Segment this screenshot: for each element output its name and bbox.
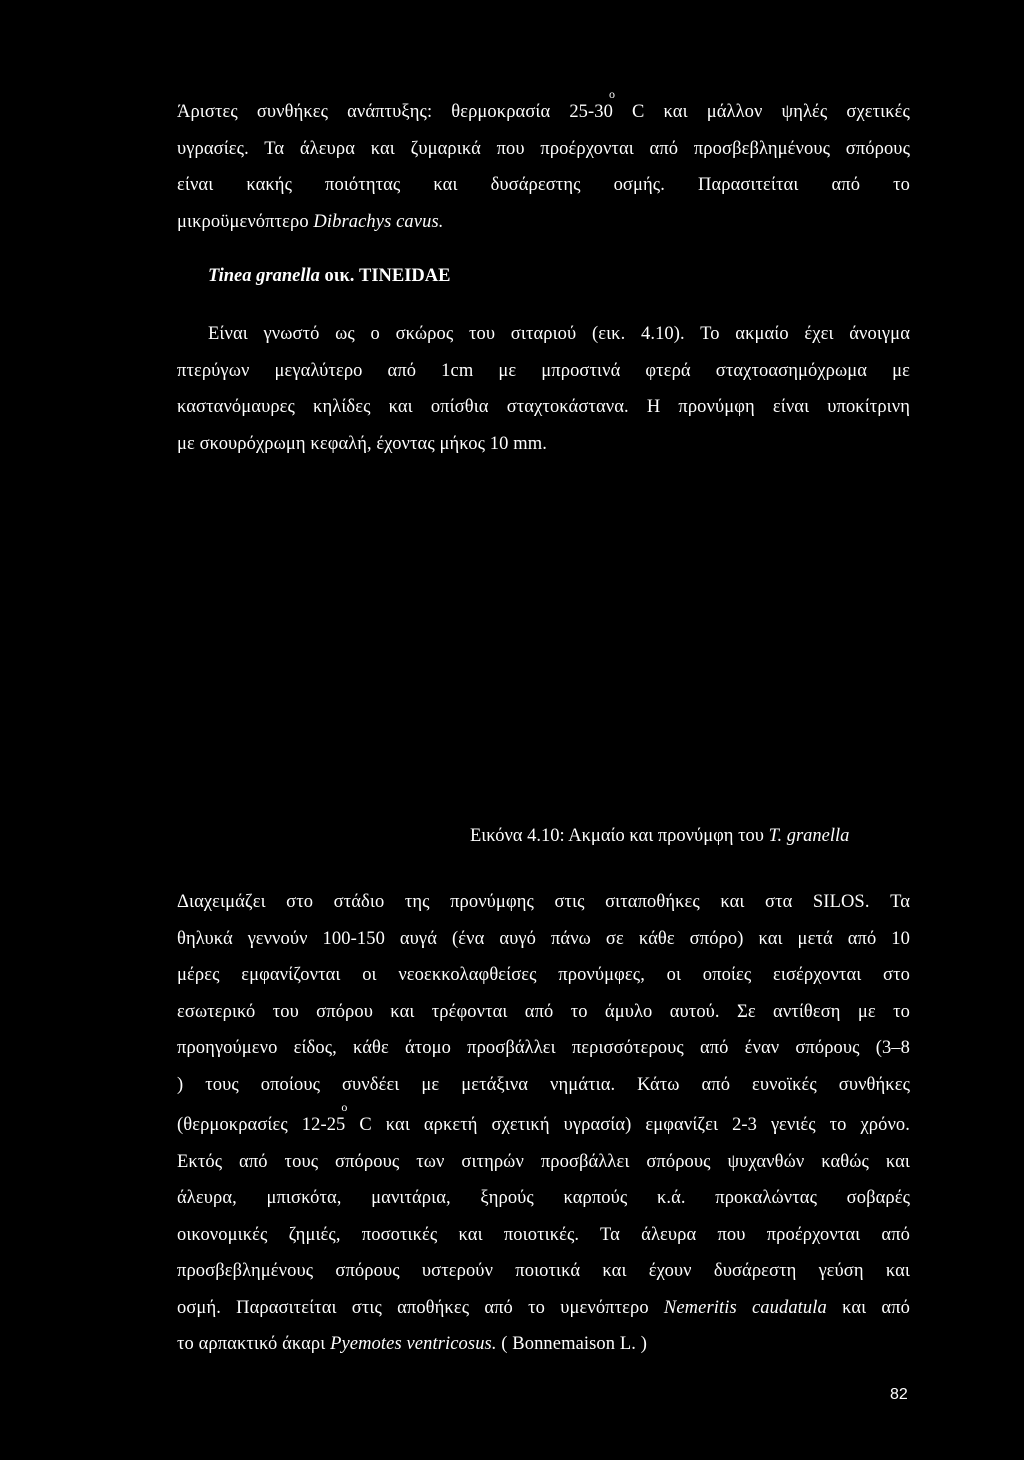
text-line: ) τους οποίους συνδέει με μετάξινα νημάτια. Κάτω από ευνοϊκές συνθήκες [177, 1074, 910, 1095]
text-line: (θερμοκρασίες 12-25 o C και αρκετή σχετική υγρασία) εμφανίζει 2-3 γενιές το χρόνο. [177, 1100, 910, 1135]
text-line: με σκουρόχρωμη κεφαλή, έχοντας μήκος 10 mm. [177, 433, 547, 454]
text-line: Εκτός από τους σπόρους των σιτηρών προσβάλλει σπόρους ψυχανθών καθώς και [177, 1151, 910, 1172]
text-line: Άριστες συνθήκες ανάπτυξης: θερμοκρασία 25-30 o C και μάλλον ψηλές σχετικές [177, 87, 910, 122]
figure-image [177, 490, 910, 810]
text-line: καστανόμαυρες κηλίδες και οπίσθια σταχτοκάστανα. Η προνύμφη είναι υποκίτρινη [177, 397, 910, 417]
text-line: άλευρα, μπισκότα, μανιτάρια, ξηρούς καρπούς κ.ά. προκαλώντας σοβαρές [177, 1188, 910, 1208]
text-line: οικονομικές ζημιές, ποσοτικές και ποιοτικές. Τα άλευρα που προέρχονται από [177, 1224, 910, 1245]
text-line: προηγούμενο είδος, κάθε άτομο προσβάλλει περισσότερους από έναν σπόρους (3–8 [177, 1038, 910, 1058]
text-line: προσβεβλημένους σπόρους υστερούν ποιοτικά και έχουν δυσάρεστη γεύση και [177, 1261, 910, 1281]
page-number: 82 [890, 1386, 908, 1403]
paragraph-lifecycle [177, 884, 910, 1363]
text-line: είναι κακής ποιότητας και δυσάρεστης οσμής. Παρασιτείται από το [177, 175, 910, 195]
figure-caption: Εικόνα 4.10: Ακμαίο και προνύμφη του T. granella [470, 826, 850, 846]
section-heading [208, 266, 451, 287]
degree-symbol: o [608, 87, 616, 101]
text-line: υγρασίες. Τα άλευρα και ζυμαρικά που προέρχονται από προσβεβλημένους σπόρους [177, 138, 910, 159]
paragraph-conditions [177, 87, 910, 240]
caption-species: T. granella [768, 826, 850, 846]
species-name: Dibrachys cavus. [313, 211, 444, 232]
species-name: Pyemotes ventricosus. [330, 1334, 497, 1354]
paragraph-description [177, 316, 910, 462]
text-line: μικροϋμενόπτερο Dibrachys cavus. [177, 211, 444, 232]
text-line: εσωτερικό του σπόρου και τρέφονται από το άμυλο αυτού. Σε αντίθεση με το [177, 1001, 910, 1022]
text-line: το αρπακτικό άκαρι Pyemotes ventricosus. ( Bonnemaison L. ) [177, 1334, 647, 1354]
heading-species: Tinea granella [208, 266, 320, 286]
text-line: θηλυκά γεννούν 100-150 αυγά (ένα αυγό πάνω σε κάθε σπόρο) και μετά από 10 [177, 928, 910, 949]
text-line: Είναι γνωστό ως ο σκώρος του σιταριού (εικ. 4.10). Το ακμαίο έχει άνοιγμα [208, 324, 910, 344]
heading-family: οικ. TINEIDAE [319, 266, 451, 286]
text-line: Διαχειμάζει στο στάδιο της προνύμφης στις σιταποθήκες και στα SILOS. Τα [177, 892, 910, 912]
degree-symbol: o [341, 1100, 348, 1114]
text-line: μέρες εμφανίζονται οι νεοεκκολαφθείσες προνύμφες, οι οποίες εισέρχονται στο [177, 965, 910, 985]
text-line: πτερύγων μεγαλύτερο από 1cm με μπροστινά φτερά σταχτοασημόχρωμα με [177, 360, 910, 381]
species-name: Nemeritis caudatula [663, 1297, 827, 1318]
text-line: οσμή. Παρασιτείται στις αποθήκες από το υμενόπτερο Nemeritis caudatula και από [177, 1297, 911, 1318]
